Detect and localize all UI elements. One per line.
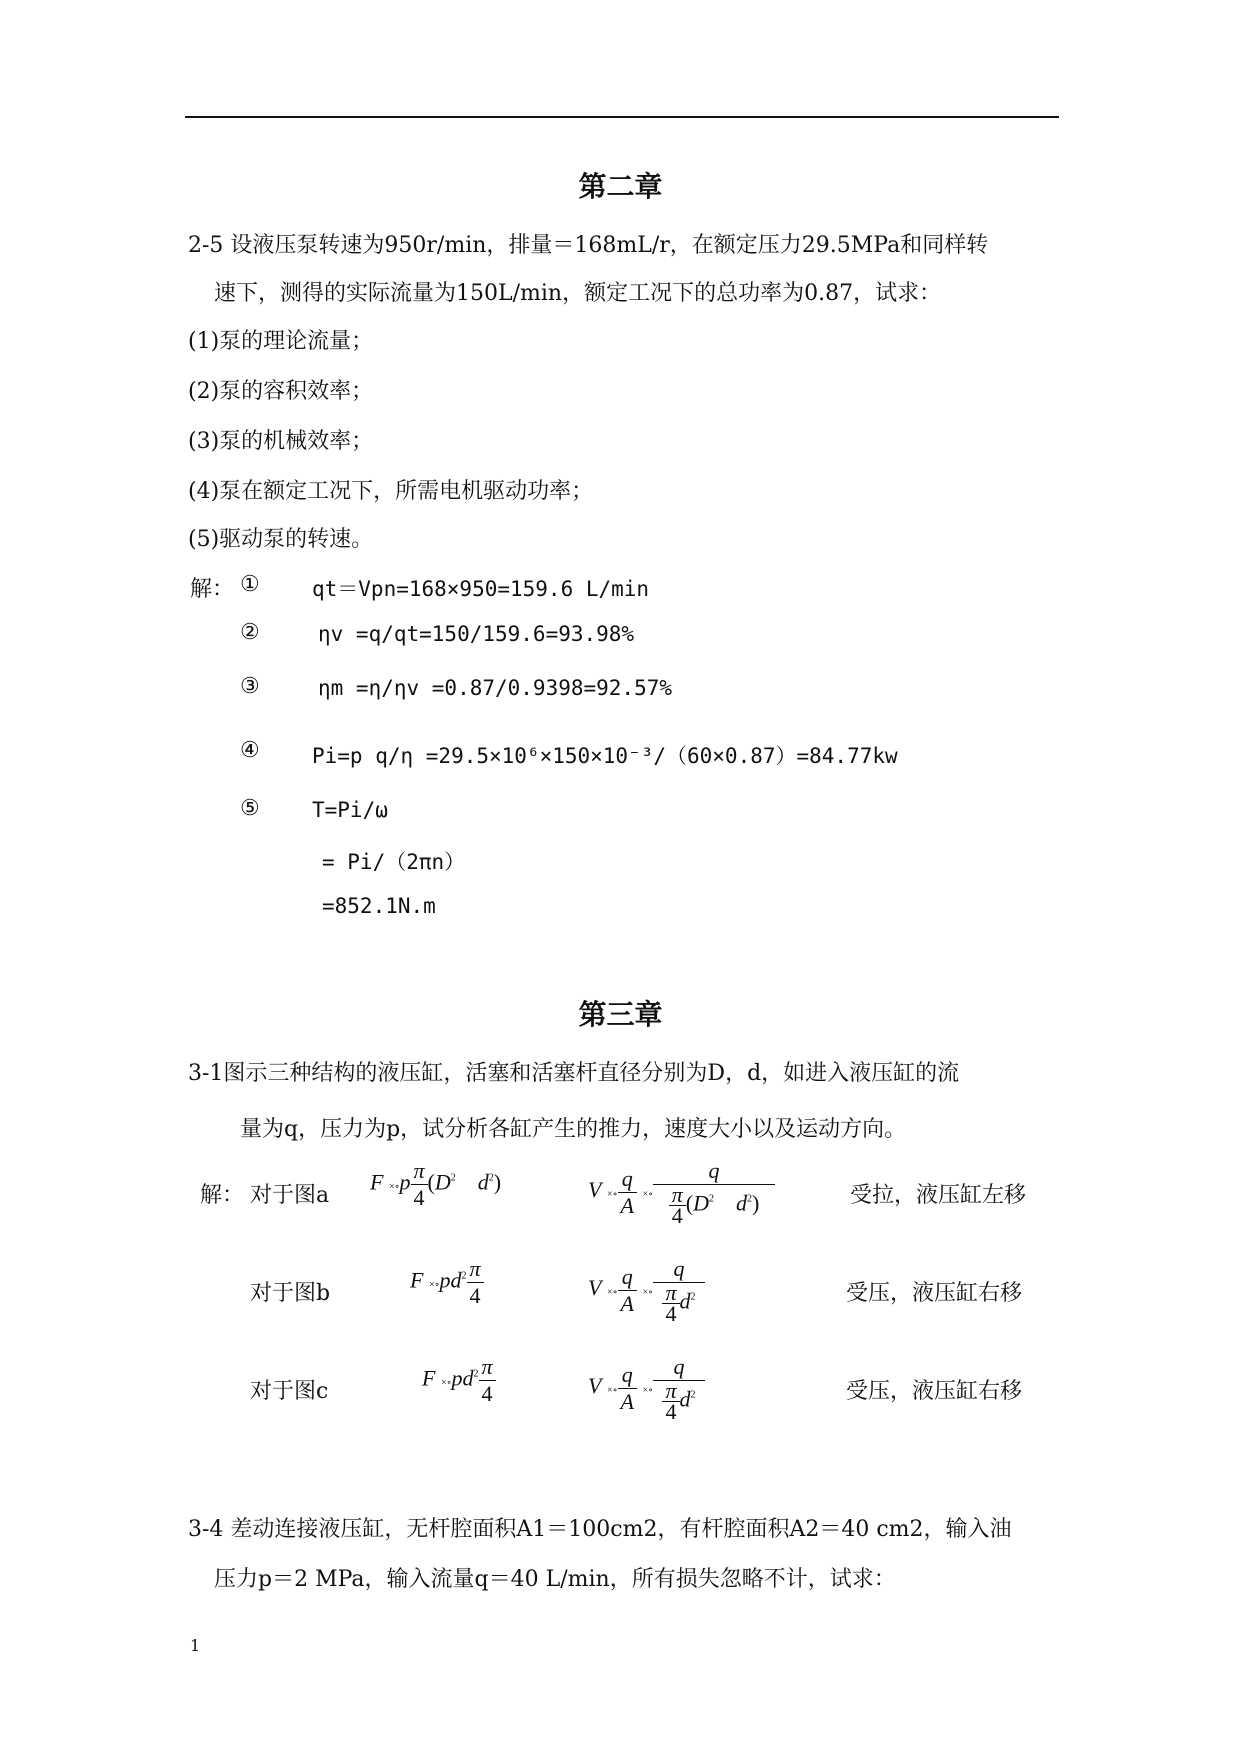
marker-5: ⑤ xyxy=(240,796,260,821)
force-formula-a: F ×∘p $\frac{\pi}{4}$ ($D^2$ $d^2$) xyxy=(370,1158,502,1210)
marker-4: ④ xyxy=(240,738,260,763)
page-number: 1 xyxy=(190,1636,201,1655)
marker-1: ① xyxy=(240,572,260,597)
case-a-label: 对于图a xyxy=(250,1183,330,1208)
result-a: 受拉，液压缸左移 xyxy=(850,1183,1027,1208)
chapter-3-heading: 第三章 xyxy=(578,998,663,1031)
question-4: (4)泵在额定工况下，所需电机驱动功率； xyxy=(188,479,594,504)
problem-2-5-line2: 速下，测得的实际流量为150L/min，额定工况下的总功率为0.87，试求： xyxy=(214,281,942,306)
solution-3: ηm =η/ηv =0.87/0.9398=92.57% xyxy=(318,676,673,700)
problem-3-1-line1: 3-1图示三种结构的液压缸，活塞和活塞杆直径分别为D，d，如进入液压缸的流 xyxy=(188,1061,960,1086)
result-c: 受压，液压缸右移 xyxy=(846,1379,1023,1404)
velocity-formula-a: V ×∘ $\frac{q}{A}$ ×∘ q $\frac{\pi}{4}$ ($D^2$ $d^2$) xyxy=(588,1158,775,1226)
case-c-label: 对于图c xyxy=(250,1379,329,1404)
problem-3-1-line2: 量为q，压力为p，试分析各缸产生的推力，速度大小以及运动方向。 xyxy=(240,1117,907,1142)
velocity-formula-c: V ×∘ $\frac{q}{A}$ ×∘ q $\frac{\pi}{4}$ $d^2$ xyxy=(588,1354,705,1422)
solution-5-line1: T=Pi/ω xyxy=(312,798,388,822)
marker-3: ③ xyxy=(240,674,260,699)
solution-4: Pi=p q/η =29.5×10⁶×150×10⁻³/（60×0.87）=84.77kw xyxy=(312,744,898,768)
question-1: (1)泵的理论流量； xyxy=(188,329,374,354)
case-b-label: 对于图b xyxy=(250,1281,331,1306)
force-formula-c: $F \times\circ pd^2$ $\frac{\pi}{4}$ xyxy=(422,1354,496,1407)
marker-2: ② xyxy=(240,620,260,645)
solution-2: ηv =q/qt=150/159.6=93.98% xyxy=(318,622,635,646)
question-5: (5)驱动泵的转速。 xyxy=(188,527,374,552)
question-2: (2)泵的容积效率； xyxy=(188,379,374,404)
chapter-2-heading: 第二章 xyxy=(578,170,663,203)
header-rule xyxy=(185,116,1059,118)
solution-5-line2: = Pi/（2πn） xyxy=(322,850,466,874)
solution-1: qt＝Vpn=168×950=159.6 L/min xyxy=(312,577,650,601)
problem-3-4-line1: 3-4 差动连接液压缸，无杆腔面积A1＝100cm2，有杆腔面积A2＝40 cm2，输入油 xyxy=(188,1517,1012,1542)
problem-2-5-line1: 2-5 设液压泵转速为950r/min，排量＝168mL/r，在额定压力29.5MPa和同样转 xyxy=(188,233,989,258)
solution-label: 解： xyxy=(190,577,235,602)
solution-3-label: 解： xyxy=(200,1183,245,1208)
force-formula-b: $F \times\circ pd^2$ $\frac{\pi}{4}$ xyxy=(410,1256,484,1309)
solution-5-line3: =852.1N.m xyxy=(322,894,436,918)
velocity-formula-b: V ×∘ $\frac{q}{A}$ ×∘ q $\frac{\pi}{4}$ $d^2$ xyxy=(588,1256,705,1324)
problem-3-4-line2: 压力p＝2 MPa，输入流量q＝40 L/min，所有损失忽略不计，试求： xyxy=(214,1567,896,1592)
question-3: (3)泵的机械效率； xyxy=(188,429,374,454)
result-b: 受压，液压缸右移 xyxy=(846,1281,1023,1306)
